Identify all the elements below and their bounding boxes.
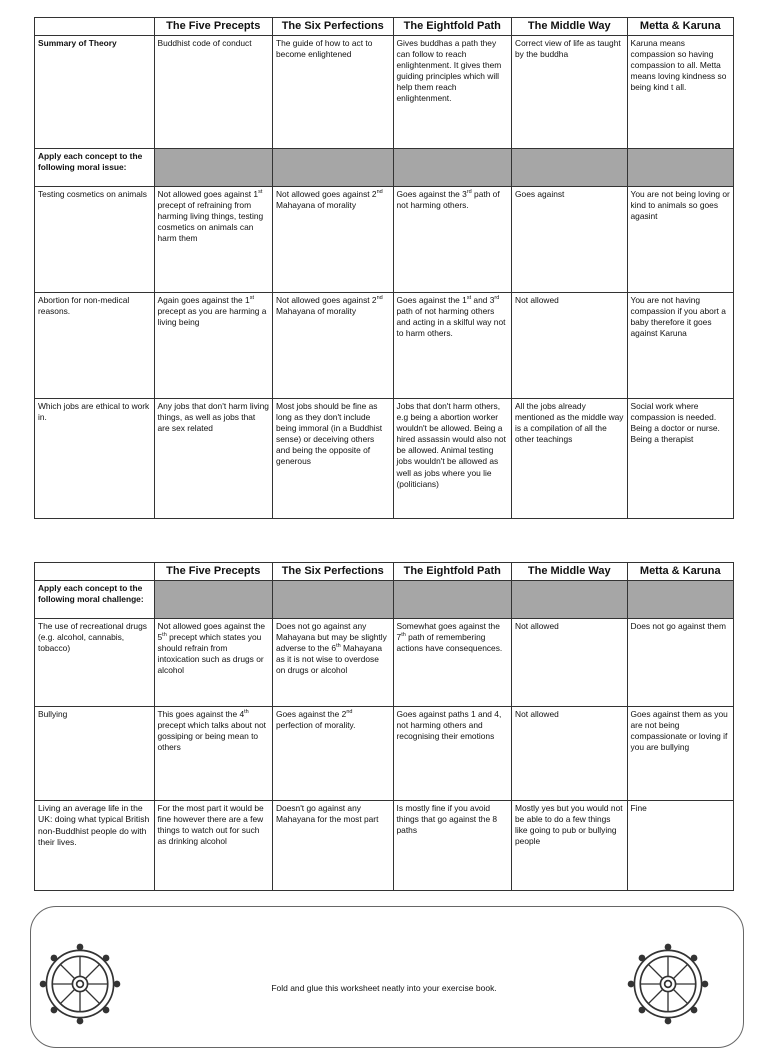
- table-header-row: [35, 18, 734, 36]
- table-cell: All the jobs already mentioned as the middle way is a compilation of all the other teachings: [512, 399, 627, 519]
- table-cell: The guide of how to act to become enlightened: [273, 36, 394, 149]
- table-row-abortion: [35, 293, 734, 399]
- table-cell: Most jobs should be fine as long as they don't include being immoral (in a Buddhist sense) or deceiving others and being the opposite of generous: [273, 399, 394, 519]
- table-row-bullying: [35, 707, 734, 801]
- table-cell: Any jobs that don't harm living things, as well as jobs that are sex related: [154, 399, 273, 519]
- header-six-perfections: The Six Perfections: [273, 18, 394, 36]
- row-label: Testing cosmetics on animals: [35, 187, 155, 293]
- header-middle-way: The Middle Way: [512, 18, 627, 36]
- table-cell: Somewhat goes against the 7th path of remembering actions have consequences.: [393, 619, 512, 707]
- header-five-precepts: The Five Precepts: [154, 563, 273, 581]
- table-cell: Goes against the 3rd path of not harming others.: [393, 187, 512, 293]
- row-label: Bullying: [35, 707, 155, 801]
- table-cell: For the most part it would be fine however there are a few things to watch out for such as drinking alcohol: [154, 801, 273, 891]
- table-cell: This goes against the 4th precept which talks about not gossiping or being mean to others: [154, 707, 273, 801]
- header-middle-way: The Middle Way: [512, 563, 627, 581]
- table-cell: Social work where compassion is needed. Being a doctor or nurse. Being a therapist: [627, 399, 734, 519]
- table-row-average-uk-life: [35, 801, 734, 891]
- table-header-row: [35, 563, 734, 581]
- concepts-table-moral-issues: [34, 17, 734, 519]
- table-cell: You are not being loving or kind to animals so goes agasint: [627, 187, 734, 293]
- shaded-cell: [273, 581, 394, 619]
- table-cell: Not allowed goes against 1st precept of refraining from harming living things, testing cosmetics on animals can harm them: [154, 187, 273, 293]
- header-empty: [35, 18, 155, 36]
- table-cell: Not allowed: [512, 293, 627, 399]
- table-cell: Goes against the 2nd perfection of morality.: [273, 707, 394, 801]
- shaded-cell: [627, 581, 734, 619]
- table-row-testing-cosmetics: [35, 187, 734, 293]
- header-metta-karuna: Metta & Karuna: [627, 563, 734, 581]
- table-cell: Doesn't go against any Mahayana for the most part: [273, 801, 394, 891]
- table-cell: Again goes against the 1st precept as you are harming a living being: [154, 293, 273, 399]
- shaded-cell: [512, 581, 627, 619]
- table-cell: Not allowed goes against the 5th precept which states you should refrain from intoxication such as drugs or alcohol: [154, 619, 273, 707]
- table-cell: Correct view of life as taught by the buddha: [512, 36, 627, 149]
- row-label: Abortion for non-medical reasons.: [35, 293, 155, 399]
- apply-instruction-label: Apply each concept to the following moral challenge:: [35, 581, 155, 619]
- table-cell: Not allowed goes against 2nd Mahayana of morality: [273, 293, 394, 399]
- shaded-cell: [154, 581, 273, 619]
- shaded-cell: [273, 149, 394, 187]
- table-cell: Buddhist code of conduct: [154, 36, 273, 149]
- shaded-cell: [627, 149, 734, 187]
- shaded-cell: [512, 149, 627, 187]
- table-row-apply-instruction: [35, 581, 734, 619]
- table-cell: Not allowed goes against 2nd Mahayana of morality: [273, 187, 394, 293]
- table-cell: Does not go against them: [627, 619, 734, 707]
- table-row-recreational-drugs: [35, 619, 734, 707]
- header-metta-karuna: Metta & Karuna: [627, 18, 734, 36]
- row-label: Summary of Theory: [35, 36, 155, 149]
- dharma-wheel-icon: [626, 942, 710, 1026]
- table-row-summary: [35, 36, 734, 149]
- table-cell: Mostly yes but you would not be able to do a few things like going to pub or bullying people: [512, 801, 627, 891]
- table-cell: Goes against the 1st and 3rd path of not harming others and acting in a skilful way not to harm others.: [393, 293, 512, 399]
- shaded-cell: [393, 149, 512, 187]
- header-eightfold-path: The Eightfold Path: [393, 18, 512, 36]
- table-cell: Fine: [627, 801, 734, 891]
- row-label: Which jobs are ethical to work in.: [35, 399, 155, 519]
- apply-instruction-label: Apply each concept to the following moral issue:: [35, 149, 155, 187]
- header-empty: [35, 563, 155, 581]
- table-row-ethical-jobs: [35, 399, 734, 519]
- table-row-apply-instruction: [35, 149, 734, 187]
- table-cell: Goes against paths 1 and 4, not harming others and recognising their emotions: [393, 707, 512, 801]
- footer-instruction: Fold and glue this worksheet neatly into your exercise book.: [271, 983, 497, 993]
- header-six-perfections: The Six Perfections: [273, 563, 394, 581]
- table-cell: Jobs that don't harm others, e.g being a abortion worker wouldn't be allowed. Being a hired assassin would also not be allowed. Animal testing jobs wouldn't be allowed as well as jobs where you lie (politicians): [393, 399, 512, 519]
- table-cell: Gives buddhas a path they can follow to reach enlightenment. It gives them guiding principles which will help them reach enlightenment.: [393, 36, 512, 149]
- table-cell: Not allowed: [512, 619, 627, 707]
- table-cell: Karuna means compassion so having compassion to all. Metta means loving kindness so being kind t all.: [627, 36, 734, 149]
- header-five-precepts: The Five Precepts: [154, 18, 273, 36]
- header-eightfold-path: The Eightfold Path: [393, 563, 512, 581]
- row-label: Living an average life in the UK: doing what typical British non-Buddhist people do with their lives.: [35, 801, 155, 891]
- shaded-cell: [154, 149, 273, 187]
- table-cell: Does not go against any Mahayana but may be slightly adverse to the 6th Mahayana as it is not wise to overdose on drugs or alcohol: [273, 619, 394, 707]
- row-label: The use of recreational drugs (e.g. alcohol, cannabis, tobacco): [35, 619, 155, 707]
- table-cell: Not allowed: [512, 707, 627, 801]
- concepts-table-moral-challenges: [34, 562, 734, 891]
- table-cell: Goes against: [512, 187, 627, 293]
- table-cell: Is mostly fine if you avoid things that go against the 8 paths: [393, 801, 512, 891]
- table-cell: Goes against them as you are not being compassionate or loving if you are bullying: [627, 707, 734, 801]
- table-cell: You are not having compassion if you abort a baby therefore it goes against Karuna: [627, 293, 734, 399]
- shaded-cell: [393, 581, 512, 619]
